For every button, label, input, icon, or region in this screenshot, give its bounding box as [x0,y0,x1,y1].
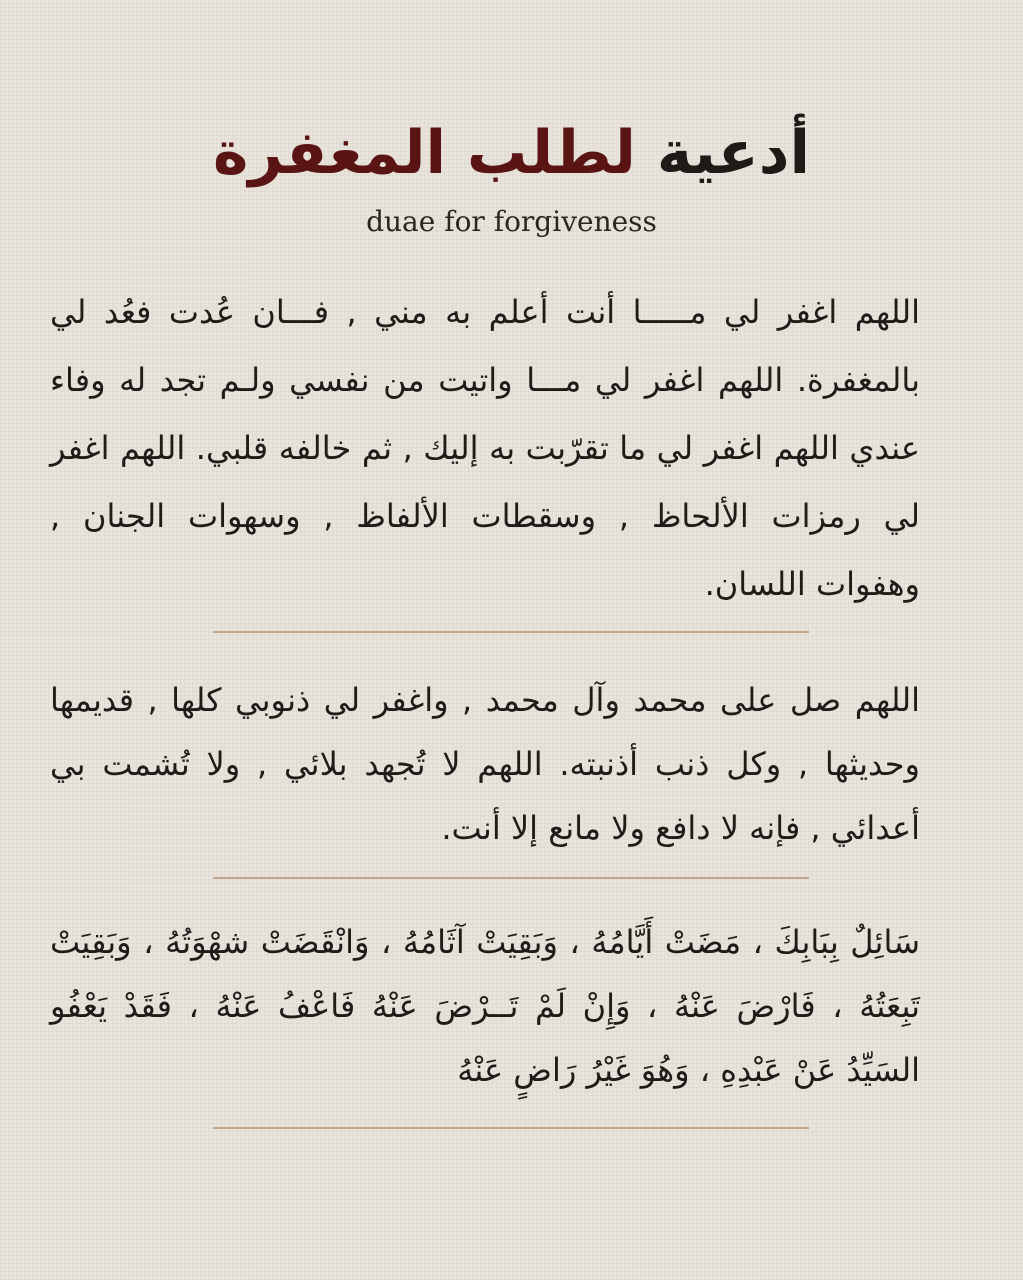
title-part-accent: لطلب المغفرة [212,118,636,188]
divider-1 [213,631,809,633]
dua-paragraph-1: اللهم اغفر لي مـــــا أنت أعلم به مني , فـــان عُدت فعُد لي بالمغفرة. اللهم اغفر لي مـــا واتيت من نفسي ولـم تجد له وفاء عندي اللهم اغفر لي ما تقرّبت به إليك , ثم خالفه قلبي. اللهم اغفر لي رمزات الألحاظ , وسقطات الألفاظ , وسهوات الجنان , وهفوات اللسان. [50,293,920,603]
dua-paragraph-3: سَائِلٌ بِبَابِكَ ، مَضَتْ أَيَّامُهُ ، وَبَقِيَتْ آثَامُهُ ، وَانْقَضَتْ شهْوَتُهُ ، وَبَقِيَتْ تَبِعَتُهُ ، فَارْضَ عَنْهُ ، وَإِنْ لَمْ تَــرْضَ عَنْهُ فَاعْفُ عَنْهُ ، فَقَدْ يَعْفُو السَيِّدُ عَنْ عَبْدِهِ ، وَهُوَ غَيْرُ رَاضٍ عَنْهُ [50,923,920,1089]
title-part-dark: أدعية [656,118,811,188]
page-title [0,108,1023,198]
dua-paragraph-2: اللهم صل على محمد وآل محمد , واغفر لي ذنوبي كلها , قديمها وحديثها , وكل ذنب أذنبته. اللهم لا تُجهد بلائي , ولا تُشمت بي أعدائي , فإنه لا دافع ولا مانع إلا أنت. [50,681,920,847]
divider-2 [213,877,809,879]
divider-3 [213,1127,809,1129]
page-subtitle: duae for forgiveness [366,205,657,238]
